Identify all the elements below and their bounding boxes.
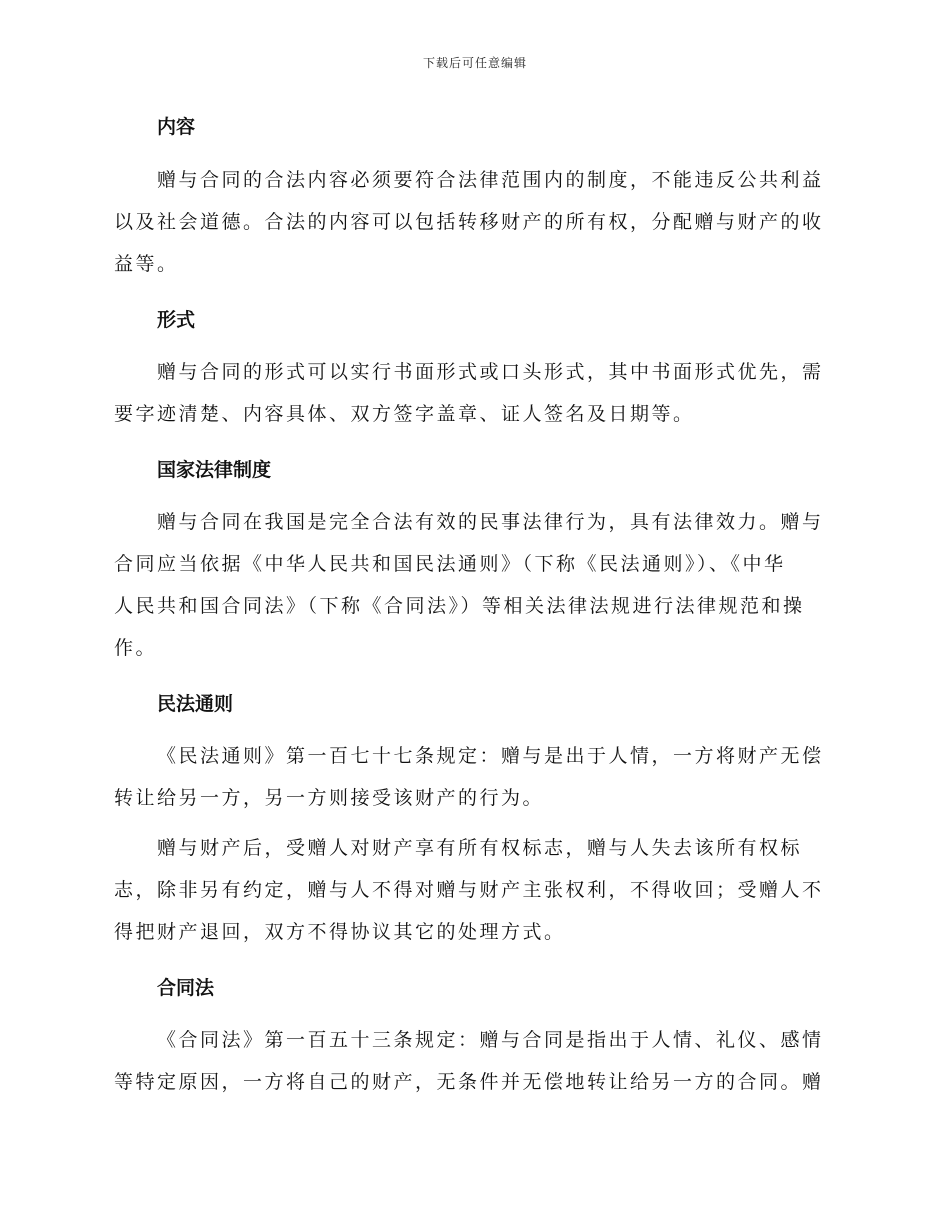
section-heading-content: 内容 [157, 116, 196, 138]
paragraph-line: 《合同法》第一百五十三条规定：赠与合同是指出于人情、礼仪、感情 [157, 1029, 824, 1051]
paragraph-line: 人民共和国合同法》（下称《合同法》）等相关法律法规进行法律规范和操 [114, 595, 805, 617]
paragraph-line: 《民法通则》第一百七十七条规定：赠与是出于人情，一方将财产无偿 [157, 745, 824, 767]
paragraph [114, 1019, 830, 1103]
paragraph [114, 351, 830, 435]
paragraph-line: 赠与合同在我国是完全合法有效的民事法律行为，具有法律效力。赠与 [157, 511, 824, 533]
paragraph [114, 501, 830, 669]
paragraph-line: 转让给另一方，另一方则接受该财产的行为。 [114, 787, 545, 809]
paragraph-line: 得把财产退回，双方不得协议其它的处理方式。 [114, 921, 566, 943]
page-header: 下载后可任意编辑 [422, 56, 527, 70]
paragraph-line: 合同应当依据《中华人民共和国民法通则》（下称《民法通则》）、《中华 [114, 553, 786, 575]
section-heading-legal-system: 国家法律制度 [157, 459, 272, 481]
section-heading-form: 形式 [157, 309, 196, 331]
paragraph [114, 735, 830, 819]
paragraph-line: 以及社会道德。合法的内容可以包括转移财产的所有权，分配赠与财产的收 [114, 211, 824, 233]
section-heading-contract-law: 合同法 [157, 977, 215, 999]
paragraph-line: 作。 [114, 637, 158, 659]
paragraph [114, 159, 830, 285]
paragraph-line: 要字迹清楚、内容具体、双方签字盖章、证人签名及日期等。 [114, 403, 695, 425]
paragraph-line: 赠与合同的形式可以实行书面形式或口头形式，其中书面形式优先，需 [157, 361, 824, 383]
section-heading-civil-law: 民法通则 [157, 693, 234, 715]
paragraph-line: 志，除非另有约定，赠与人不得对赠与财产主张权利，不得收回；受赠人不 [114, 879, 824, 901]
document-body [114, 112, 830, 1103]
paragraph-line: 等特定原因，一方将自己的财产，无条件并无偿地转让给另一方的合同。赠 [114, 1071, 824, 1093]
paragraph-line: 益等。 [114, 253, 179, 275]
paragraph-line: 赠与财产后，受赠人对财产享有所有权标志，赠与人失去该所有权标 [157, 837, 803, 859]
paragraph [114, 827, 830, 953]
paragraph-line: 赠与合同的合法内容必须要符合法律范围内的制度，不能违反公共利益 [157, 169, 824, 191]
